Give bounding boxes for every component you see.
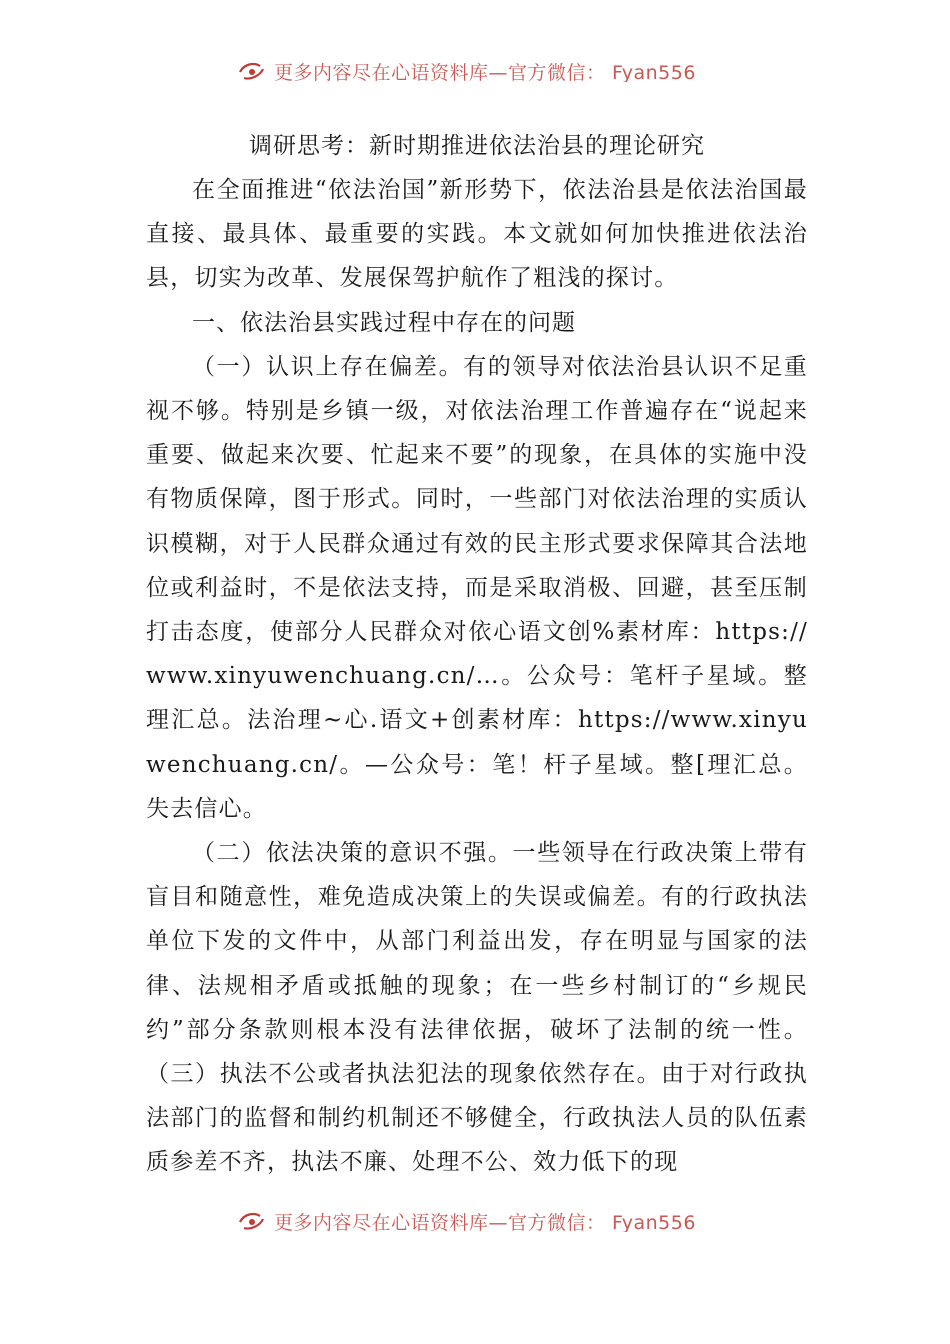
document-title: 调研思考：新时期推进依法治县的理论研究 <box>249 133 705 159</box>
brand-logo-icon <box>238 60 266 82</box>
header-watermark-text: 更多内容尽在心语资料库—官方微信： Fyan556 <box>274 61 696 82</box>
footer-watermark-banner <box>238 1210 718 1232</box>
header-watermark-banner <box>238 60 718 82</box>
intro-paragraph: 在全面推进“依法治国”新形势下，依法治县是依法治国最直接、最具体、最重要的实践。本文就如何加快推进依法治县，切实为改革、发展保驾护航作了粗浅的探讨。 <box>146 177 808 292</box>
footer-watermark-text: 更多内容尽在心语资料库—官方微信： Fyan556 <box>274 1211 696 1232</box>
paragraph-decision-awareness: （二）依法决策的意识不强。一些领导在行政决策上带有盲目和随意性，难免造成决策上的失误或偏差。有的行政执法单位下发的文件中，从部门利益出发，存在明显与国家的法律、法规相矛盾或抵触的现象；在一些乡村制订的“乡规民约”部分条款则根本没有法律依据，破坏了法制的统一性。（三）执法不公或者执法犯法的现象依然存在。由于对行政执法部门的监督和制约机制还不够健全，行政执法人员的队伍素质参差不齐，执法不廉、处理不公、效力低下的现 <box>146 840 808 1176</box>
brand-logo-icon <box>238 1210 266 1232</box>
section-heading-1: 一、依法治县实践过程中存在的问题 <box>192 309 576 336</box>
paragraph-understanding-bias: （一）认识上存在偏差。有的领导对依法治县认识不足重视不够。特别是乡镇一级，对依法治理工作普遍存在“说起来重要、做起来次要、忙起来不要”的现象，在具体的实施中没有物质保障，图于形式。同时，一些部门对依法治理的实质认识模糊，对于人民群众通过有效的民主形式要求保障其合法地位或利益时，不是依法支持，而是采取消极、回避，甚至压制打击态度，使部分人民群众对依心语文创%素材库：https://www.xinyuwenchuang.cn/…。公众号：笔杆子星域。整理汇总。法治理~心.语文+创素材库：https://www.xinyuwenchuang.cn/。—公众号：笔！杆子星域。整[理汇总。失去信心。 <box>146 353 808 822</box>
document-body <box>146 124 808 1185</box>
